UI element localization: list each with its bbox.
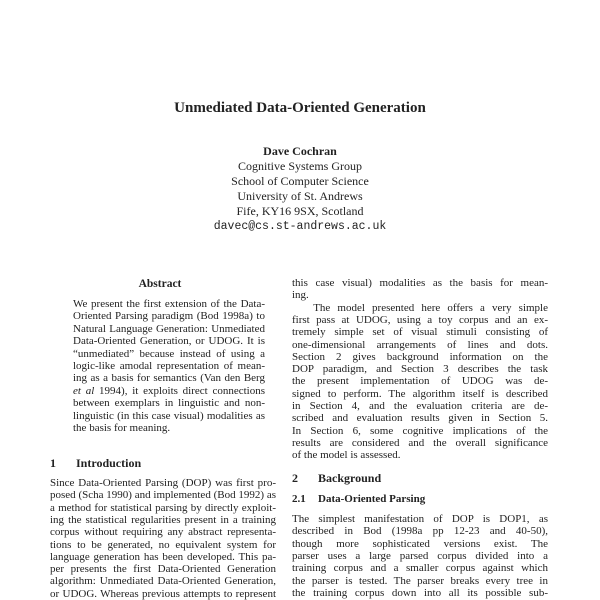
text-line: Natural Language Generation: Unmediated — [73, 322, 265, 335]
text-line: of the model is assessed. — [292, 449, 401, 462]
author-block — [0, 144, 600, 234]
text-line: though more sophisticated versions exist. The — [292, 537, 548, 550]
text-line: scribed and evaluation results given in Section 5. — [292, 412, 548, 425]
text-line: “unmediated” because instead of using a — [73, 347, 265, 360]
text-line: tremely simple set of visual stimuli consisting of — [292, 326, 548, 339]
text-line: first pass at UDOG, using a toy corpus and an ex- — [292, 313, 548, 326]
text-line: The simplest manifestation of DOP is DOP1, as — [292, 513, 548, 525]
text-line: algorithm: Unmediated Data-Oriented Generation, — [50, 575, 276, 588]
text-line: this case visual) modalities as the basis for mean- — [292, 277, 548, 289]
text-line: Section 2 gives background information on the — [292, 350, 548, 363]
author-email: davec@cs.st-andrews.ac.uk — [213, 220, 387, 233]
text-line: corpus without requiring any abstract representa- — [50, 526, 276, 539]
text-line: ing. — [292, 289, 309, 302]
section-title: Introduction — [76, 456, 142, 470]
text-line: the basis for meaning. — [73, 422, 171, 434]
affiliation-line: Cognitive Systems Group — [237, 159, 362, 173]
text-line: one-dimensional arrangements of lines and dots. — [292, 338, 548, 351]
subsection-number: 2.1 — [292, 493, 306, 505]
section-heading-background — [292, 471, 381, 486]
section-heading-introduction — [50, 456, 141, 471]
affiliation-line: Fife, KY16 9SX, Scotland — [236, 204, 364, 218]
text-line: Data-Oriented Generation, or UDOG. It is — [73, 335, 265, 348]
abstract-heading: Abstract — [138, 278, 182, 290]
text-line: language generation has been developed. This pa- — [50, 550, 276, 563]
section-number: 1 — [50, 456, 56, 470]
affiliation-line: University of St. Andrews — [237, 189, 363, 203]
text-line: The model presented here offers a very simple — [292, 301, 548, 314]
text-line: et al 1994), it exploits direct connections — [73, 384, 266, 397]
text-line: the training corpus down into all its possible sub- — [292, 586, 548, 599]
text-line: We present the first extension of the Data- — [73, 298, 265, 310]
text-line: parser uses a large parsed corpus divided into a — [292, 549, 548, 562]
section-number: 2 — [292, 471, 298, 485]
text-line: the present implementation of UDOG was de- — [292, 375, 548, 388]
text-line: logic-like amodal representation of mean- — [73, 360, 265, 372]
text-line: signed to perform. The algorithm itself is described — [292, 387, 548, 400]
text-line: In Section 6, some cognitive implications of the — [292, 424, 548, 437]
text-line: described in Bod (1998a pp 12-23 and 40-50), — [292, 525, 548, 538]
affiliation-line: School of Computer Science — [231, 174, 369, 188]
text-line: DOP paradigm, and Section 3 describes the task — [292, 363, 548, 376]
text-line: ing the statistical regularities present in a training — [50, 513, 276, 526]
text-line: per presents the first Data-Oriented Generation — [50, 563, 276, 576]
paper-title: Unmediated Data-Oriented Generation — [174, 100, 426, 116]
text-line: between exemplars in linguistic and non- — [73, 397, 265, 410]
text-line: or UDOG. Whereas previous attempts to represent — [50, 587, 276, 600]
text-line: Since Data-Oriented Parsing (DOP) was first pro- — [50, 477, 276, 489]
author-name: Dave Cochran — [263, 144, 337, 158]
text-line: ing as a basis for semantics (Van den Berg — [73, 372, 265, 385]
text-line: results are considered and the overall significance — [292, 436, 548, 449]
text-line: linguistic (in this case visual) modalities as — [73, 409, 265, 422]
text-line: the parser is tested. The parser breaks every tree in — [292, 574, 548, 587]
text-line: a method for statistical parsing by directly exploit- — [50, 501, 276, 514]
subsection-title: Data-Oriented Parsing — [318, 493, 426, 505]
section-title: Background — [318, 471, 382, 485]
text-line: Oriented Parsing paradigm (Bod 1998a) to — [73, 310, 265, 323]
text-line: tions to be generated, no equivalent system for — [50, 538, 276, 551]
text-line: posed (Scha 1990) and implemented (Bod 1992) as — [50, 489, 276, 502]
text-line: in Section 4, and the evaluation criteria are de- — [292, 400, 548, 412]
text-line: training corpus and a smaller corpus against which — [292, 562, 548, 575]
subsection-heading-dop — [292, 493, 425, 505]
